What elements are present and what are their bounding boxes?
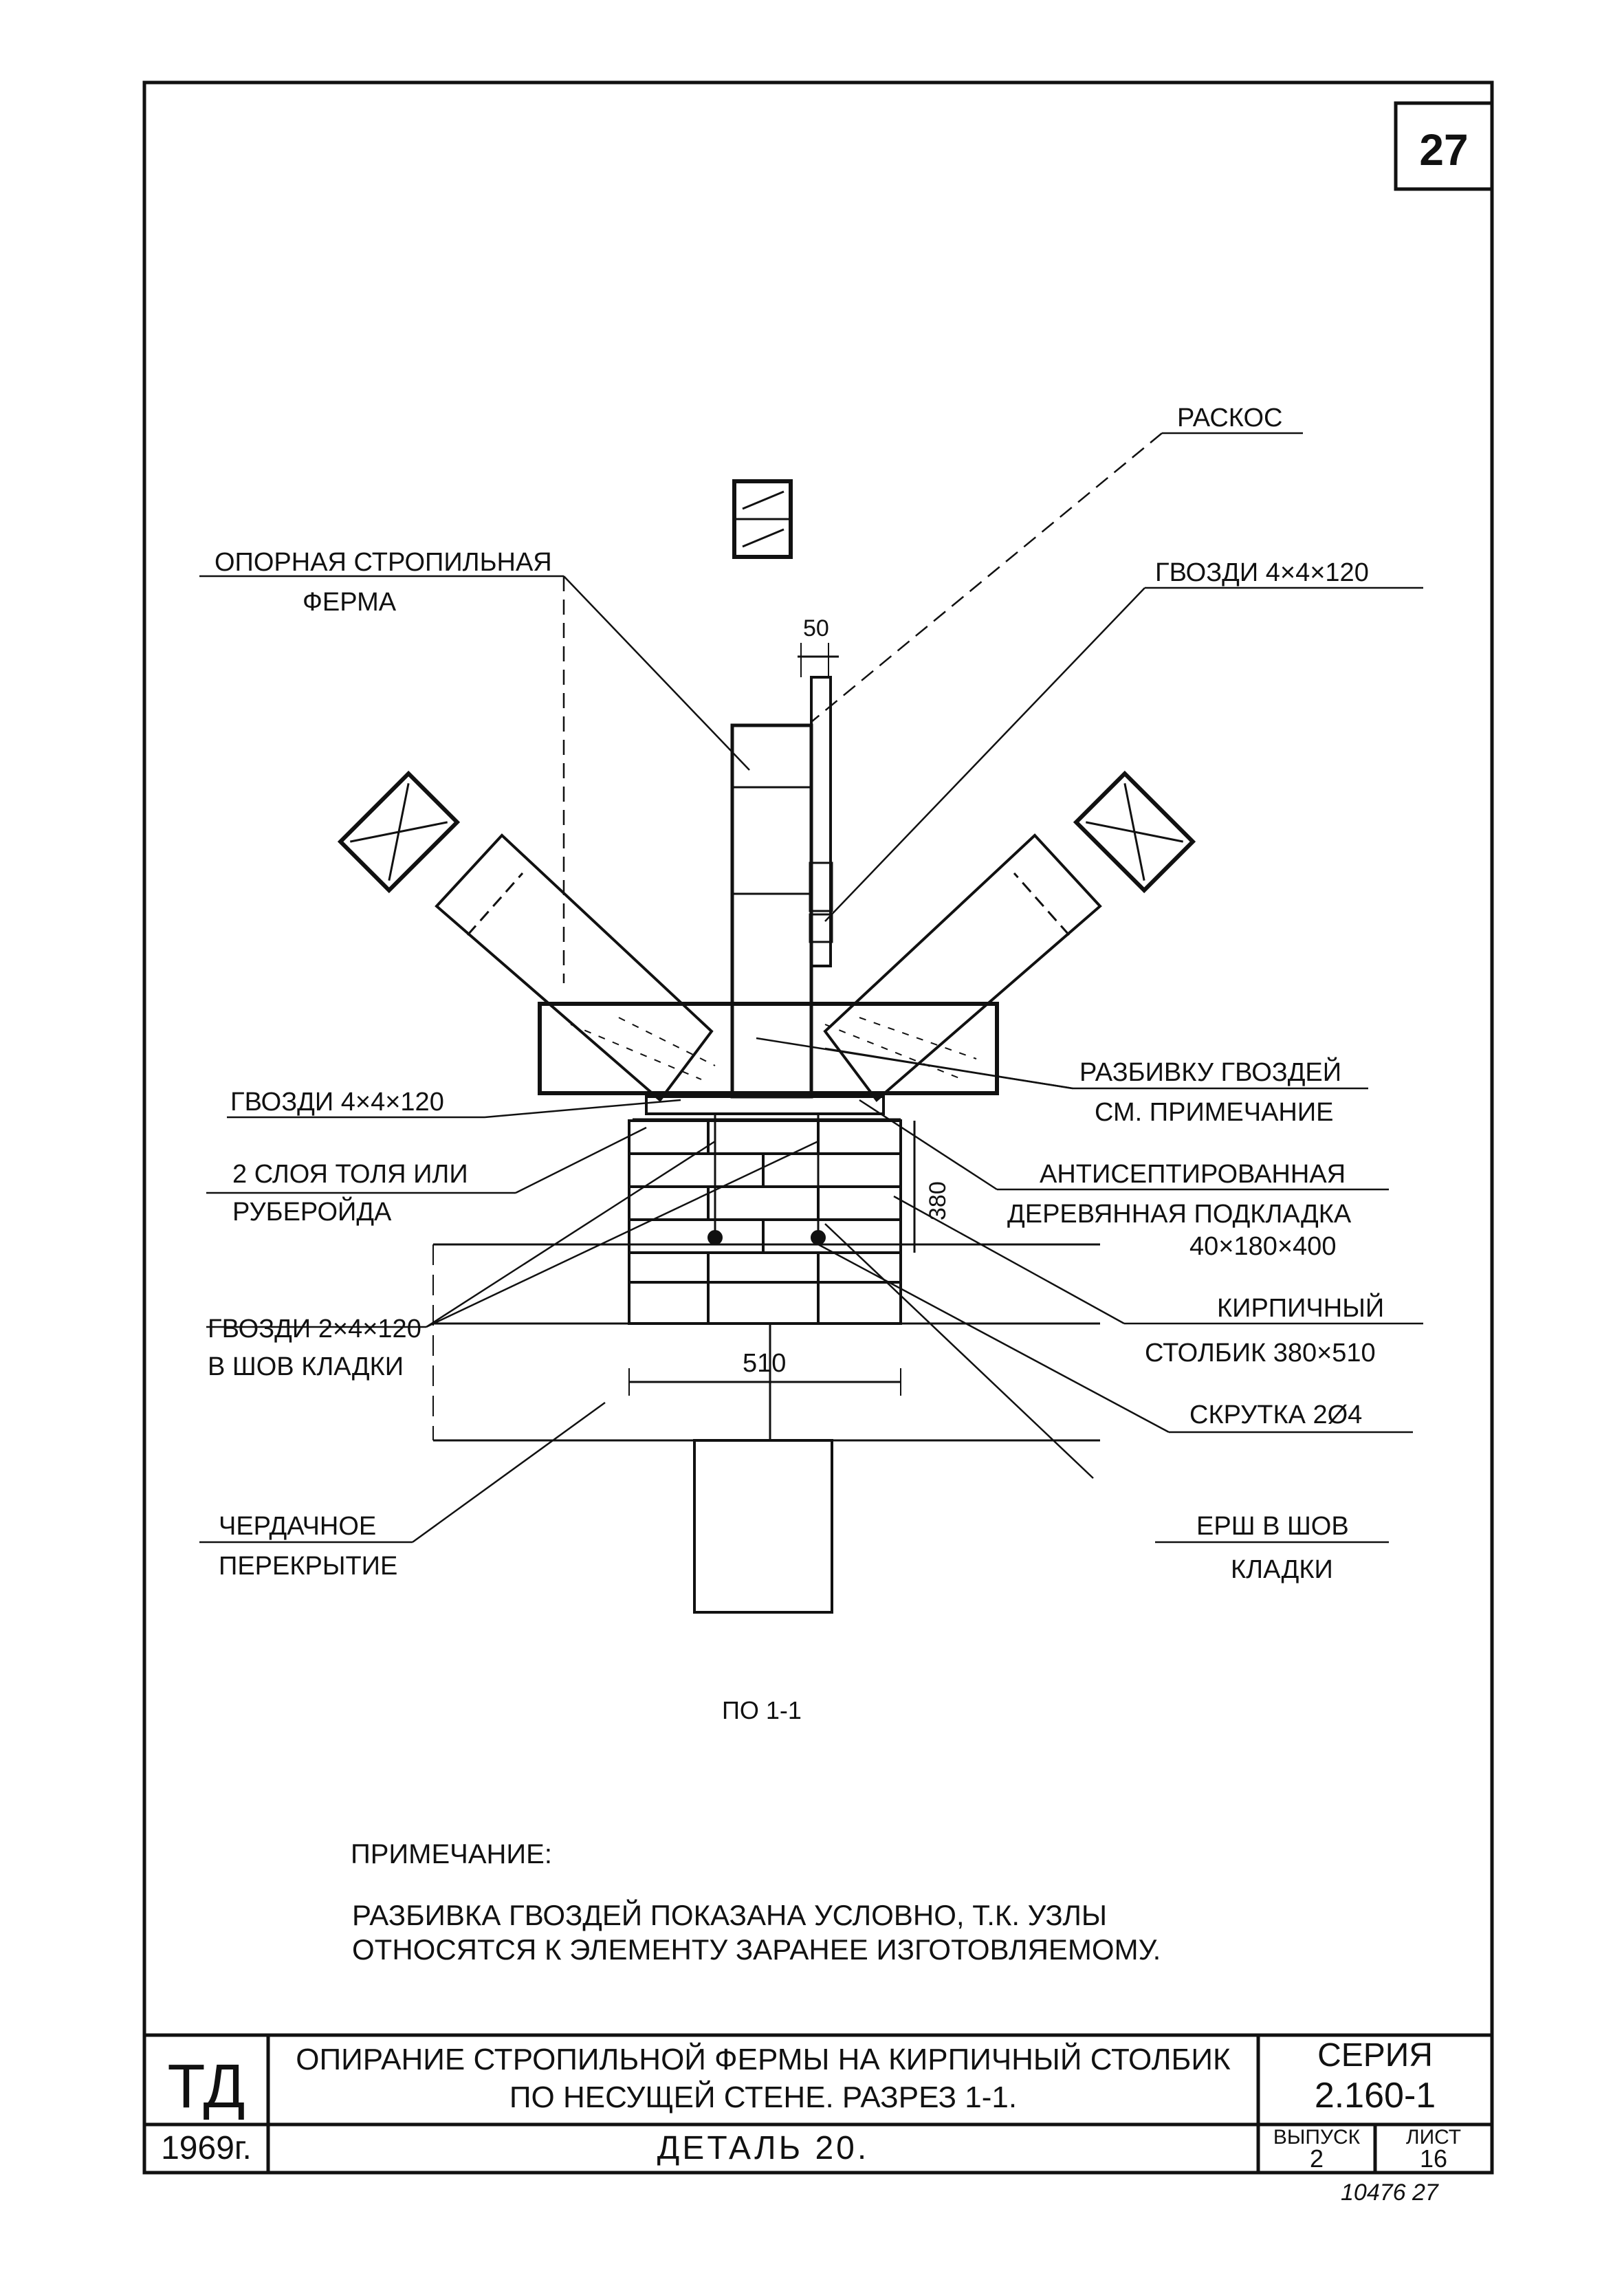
- dim-50: 50: [803, 615, 829, 641]
- label-tol-2: РУБЕРОЙДА: [232, 1198, 392, 1227]
- label-kirp-2: СТОЛБИК 380×510: [1145, 1339, 1376, 1368]
- chord-section-left: [340, 773, 457, 890]
- annotations: [208, 404, 1384, 1966]
- label-cherd-2: ПЕРЕКРЫТИЕ: [219, 1552, 398, 1581]
- label-razbivku-1: РАЗБИВКУ ГВОЗДЕЙ: [1079, 1058, 1342, 1087]
- bottom-chord-beam: [540, 1004, 997, 1093]
- list-label: ЛИСТ: [1405, 2126, 1462, 2149]
- label-gvozdi-shov-1: ГВОЗДИ 2×4×120: [208, 1315, 421, 1343]
- note-line-2: ОТНОСЯТСЯ К ЭЛЕМЕНТУ ЗАРАНЕЕ ИЗГОТОВЛЯЕМОМУ.: [352, 1933, 1161, 1966]
- label-opornaya-1: ОПОРНАЯ СТРОПИЛЬНАЯ: [215, 548, 552, 577]
- page-number: 27: [1419, 125, 1469, 175]
- label-tol-1: 2 СЛОЯ ТОЛЯ ИЛИ: [232, 1160, 468, 1189]
- label-antisept-2: ДЕРЕВЯННАЯ ПОДКЛАДКА: [1007, 1200, 1352, 1229]
- antiseptic-pad: [646, 1097, 884, 1114]
- bearing-wall: [694, 1440, 832, 1612]
- note-title: ПРИМЕЧАНИЕ:: [351, 1839, 552, 1869]
- label-cherd-1: ЧЕРДАЧНОЕ: [219, 1512, 377, 1541]
- org-mark: ТД: [167, 2052, 245, 2121]
- note-line-1: РАЗБИВКА ГВОЗДЕЙ ПОКАЗАНА УСЛОВНО, Т.К. УЗЛЫ: [352, 1899, 1108, 1931]
- list-value: 16: [1419, 2144, 1448, 2173]
- section-label: ПО 1-1: [722, 1696, 802, 1724]
- series-label: СЕРИЯ: [1317, 2037, 1433, 2074]
- label-ersh-1: ЕРШ В ШОВ: [1196, 1512, 1349, 1541]
- vypusk-value: 2: [1309, 2144, 1324, 2173]
- label-razbivku-2: СМ. ПРИМЕЧАНИЕ: [1095, 1098, 1334, 1127]
- detail-label: ДЕТАЛЬ 20.: [657, 2130, 870, 2166]
- label-gvozdi-left: ГВОЗДИ 4×4×120: [230, 1088, 444, 1117]
- series-value: 2.160-1: [1314, 2076, 1436, 2116]
- label-antisept-3: 40×180×400: [1189, 1232, 1337, 1261]
- label-gvozdi-top: ГВОЗДИ 4×4×120: [1155, 558, 1369, 587]
- label-gvozdi-shov-2: В ШОВ КЛАДКИ: [208, 1352, 404, 1381]
- dim-510: 510: [743, 1349, 787, 1378]
- archive-number: 10476 27: [1341, 2179, 1438, 2206]
- year: 1969г.: [161, 2130, 252, 2166]
- right-chord: [825, 835, 1100, 1100]
- label-skrutka: СКРУТКА 2Ø4: [1189, 1401, 1363, 1429]
- dim-380: 380: [925, 1181, 951, 1220]
- title-line-2: ПО НЕСУЩЕЙ СТЕНЕ. РАЗРЕЗ 1-1.: [509, 2080, 1018, 2114]
- left-chord: [437, 835, 712, 1100]
- vypusk-label: ВЫПУСК: [1273, 2126, 1361, 2149]
- label-ersh-2: КЛАДКИ: [1231, 1555, 1333, 1584]
- title-line-1: ОПИРАНИЕ СТРОПИЛЬНОЙ ФЕРМЫ НА КИРПИЧНЫЙ СТОЛБИК: [296, 2043, 1231, 2076]
- label-opornaya-2: ФЕРМА: [303, 588, 397, 617]
- chord-section-right: [1076, 773, 1193, 890]
- label-kirp-1: КИРПИЧНЫЙ: [1217, 1294, 1385, 1323]
- label-antisept-1: АНТИСЕПТИРОВАННАЯ: [1040, 1160, 1346, 1189]
- label-raskos: РАСКОС: [1177, 404, 1283, 432]
